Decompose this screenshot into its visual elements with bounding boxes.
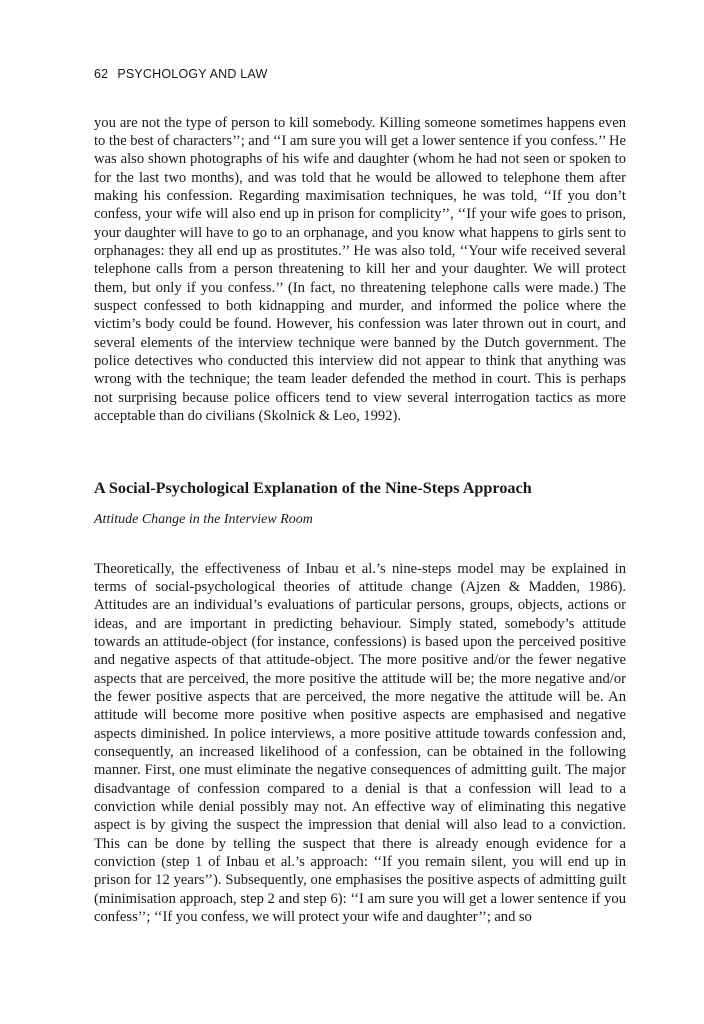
section-heading: A Social-Psychological Explanation of the Nine-Steps Approach bbox=[94, 479, 532, 497]
body-paragraph-1: you are not the type of person to kill somebody. Killing someone sometimes happens even to the best of characters’’; and ‘‘I am sure you will get a lower sentence if you confess.’’ He was also shown photographs of his wife and daughter (whom he had not seen or spoken to for the last two months), and was told that he would be allowed to telephone them after making his confession. Regarding maximisation techniques, he was told, ‘‘If you don’t confess, your wife will also end up in prison for complicity’’, ‘‘If your wife goes to prison, your daughter will have to go to an orphanage, and you know what happens to girls sent to orphanages: they all end up as prostitutes.’’ He was also told, ‘‘Your wife received several telephone calls from a person threatening to kill her and your daughter. We will protect them, but only if you confess.’’ (In fact, no threatening telephone calls were made.) The suspect confessed to both kidnapping and murder, and informed the police where the victim’s body could be found. However, his confession was later thrown out in court, and several elements of the interview technique were banned by the Dutch government. The police detectives who conducted this interview did not appear to think that anything was wrong with the technique; the team leader defended the method in court. This is perhaps not surprising because police officers tend to view several interrogation tactics as more acceptable than do civilians (Skolnick & Leo, 1992). bbox=[94, 114, 626, 425]
body-paragraph-2: Theoretically, the effectiveness of Inbau et al.’s nine-steps model may be explained in terms of social-psychological theories of attitude change (Ajzen & Madden, 1986). Attitudes are an individual’s evaluations of particular persons, groups, objects, actions or ideas, and are important in predicting behaviour. Simply stated, somebody’s attitude towards an attitude-object (for instance, confessions) is based upon the perceived positive and negative aspects of that attitude-object. The more positive and/or the fewer negative aspects that are perceived, the more positive the attitude will be; the more negative and/or the fewer positive aspects that are perceived, the more negative the attitude will be. An attitude will become more positive when positive aspects are emphasised and negative aspects diminished. In police interviews, a more positive attitude towards confession and, consequently, an increased likelihood of a confession, can be obtained in the following manner. First, one must eliminate the negative consequences of admitting guilt. The major disadvantage of confession compared to a denial is that a confession will lead to a conviction while denial possibly may not. An effective way of eliminating this negative aspect is by giving the suspect the impression that denial will also lead to a conviction. This can be done by telling the suspect that there is already enough evidence for a conviction (step 1 of Inbau et al.’s approach: ‘‘If you remain silent, you will end up in prison for 12 years’’). Subsequently, one emphasises the positive aspects of admitting guilt (minimisation approach, step 2 and step 6): ‘‘I am sure you will get a lower sentence if you confess’’; ‘‘If you confess, we will protect your wife and daughter’’; and so bbox=[94, 560, 626, 926]
running-head bbox=[94, 67, 267, 81]
running-head-title: PSYCHOLOGY AND LAW bbox=[117, 67, 268, 81]
subsection-heading: Attitude Change in the Interview Room bbox=[94, 512, 313, 527]
page-number: 62 bbox=[94, 67, 109, 81]
